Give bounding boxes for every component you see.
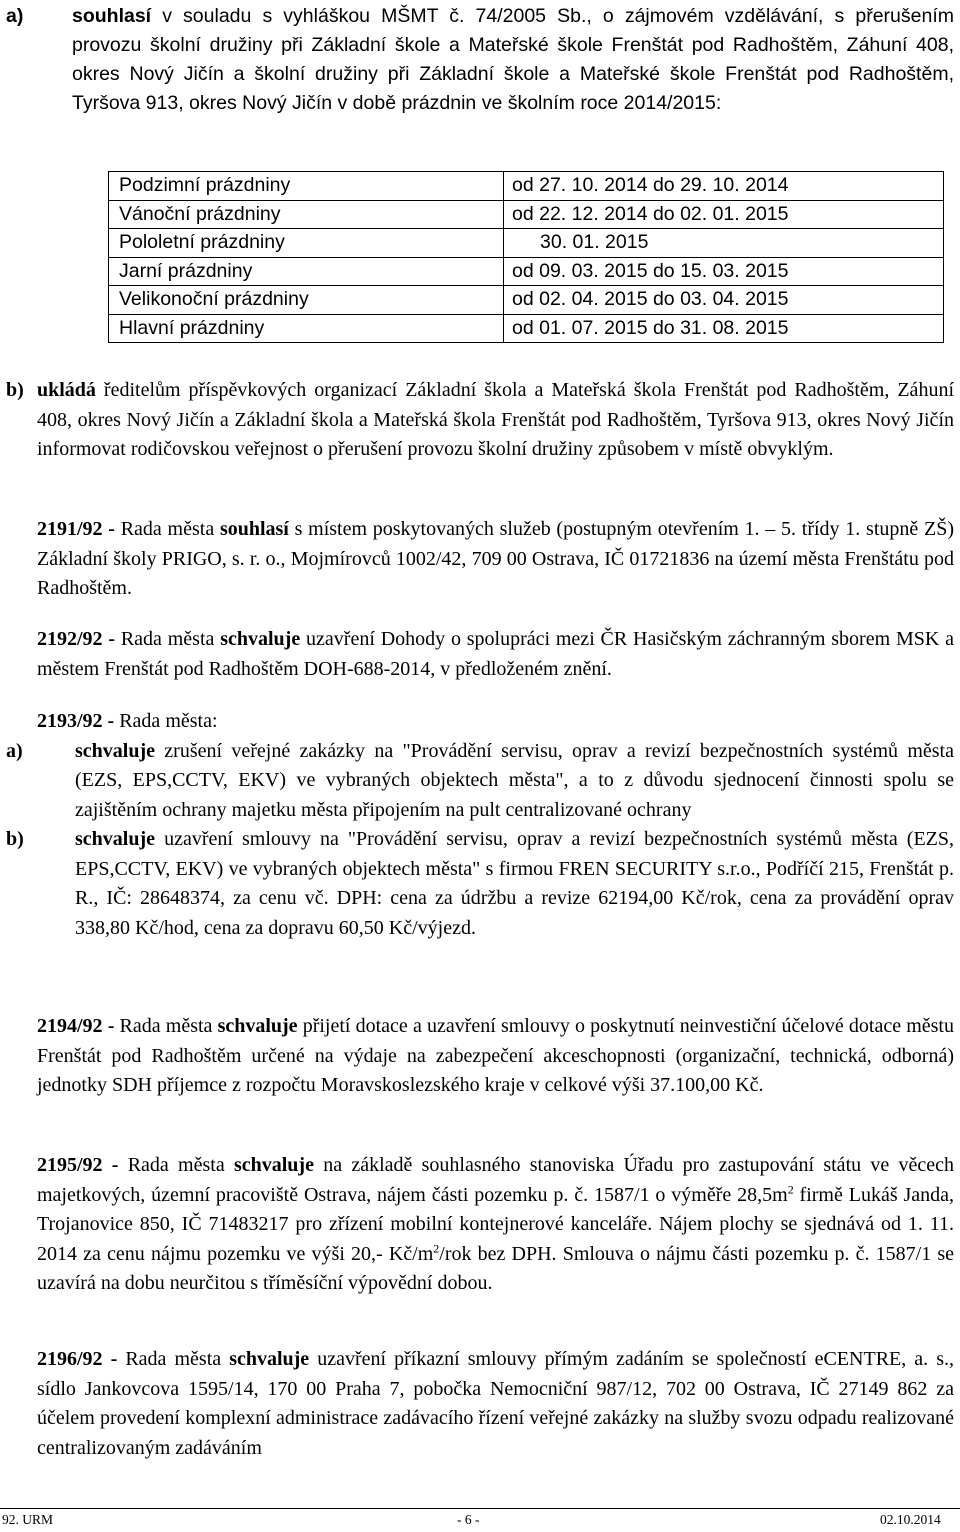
holiday-row	[109, 314, 944, 343]
resolution-2195-text-1: na základě souhlasného stanoviska Úřadu pro zastupování státu ve věcech majetkových, územní pracoviště Ostrava, nájem části pozemku p. č. 1587/1 o výměře 28,5m	[37, 1154, 954, 1206]
resolution-2196-text: uzavření příkazní smlouvy přímým zadáním se společností eCENTRE, a. s., sídlo Jankovcova 1595/14, 170 00 Praha 7, pobočka Nemocniční 987/12, 702 00 Ostrava, IČ 27149 862 za účelem provedení komplexní administrace zadávacího řízení veřejné zakázky na služby svozu odpadu realizované centralizovaným zadáváním	[37, 1348, 955, 1459]
holiday-dates: od 02. 04. 2015 do 03. 04. 2015	[504, 286, 944, 315]
footer-date: 02.10.2014	[880, 1512, 941, 1527]
resolution-2195-pre: Rada města	[118, 1154, 234, 1176]
resolution-2195	[0, 1151, 954, 1299]
resolution-2193-pre: Rada města:	[114, 710, 218, 732]
holiday-name: Jarní prázdniny	[109, 257, 504, 286]
holiday-row	[109, 200, 944, 229]
holiday-row	[109, 286, 944, 315]
block-b-verb: ukládá	[37, 379, 96, 401]
intro-label: a)	[6, 5, 24, 27]
resolution-2194-pre: Rada města	[114, 1015, 218, 1037]
footer-rule	[0, 1508, 960, 1509]
intro-paragraph	[0, 2, 960, 118]
resolution-2192-verb: schvaluje	[220, 628, 301, 650]
resolution-2191-text: s místem poskytovaných služeb (postupným otevřením 1. – 5. třídy 1. stupně ZŠ) Základní školy PRIGO, s. r. o., Mojmírovců 1002/42, 709 00 Ostrava, IČ 01721836 na území města Frenštátu pod Radhoštěm.	[37, 518, 954, 599]
block-b-text: ředitelům příspěvkových organizací Základní škola a Mateřská škola Frenštát pod Radhoštěm, Záhuní 408, okres Nový Jičín a Základní škola a Mateřská škola Frenštát pod Radhoštěm, Tyršova 913, okres Nový Jičín informovat rodičovskou veřejnost o přerušení provozu školní družiny způsobem v místě obvyklým.	[37, 379, 954, 460]
resolution-2193-a-text: zrušení veřejné zakázky na "Provádění servisu, oprav a revizí bezpečnostních systémů města (EZS, EPS,CCTV, EKV) ve vybraných objektech města", a to z důvodu sjednocení činnosti spolu se zajištěním ochrany majetku města připojením na pult centralizované ochrany	[75, 739, 954, 821]
block-b-body	[37, 376, 954, 465]
intro-verb: souhlasí	[72, 5, 152, 27]
resolution-2193-a-body	[75, 737, 954, 826]
resolution-2192-body	[37, 625, 954, 684]
resolution-2195-text-2: firmě Lukáš Janda, Trojanovice 850, IČ 71483217 pro zřízení mobilní kontejnerové kanceláře. Nájem plochy se sjednává od 1. 11. 2014 za cenu nájmu pozemku ve výši 20,- Kč/m	[37, 1183, 954, 1265]
resolution-2193-a-verb: schvaluje	[75, 739, 155, 762]
resolution-2195-body	[37, 1151, 954, 1299]
resolution-2193-head	[37, 707, 954, 737]
holiday-row	[109, 172, 944, 201]
resolution-2195-sup-1: 2	[787, 1181, 794, 1196]
holiday-row	[109, 229, 944, 258]
resolution-2193	[0, 707, 954, 943]
holiday-name: Podzimní prázdniny	[109, 172, 504, 201]
resolution-2191-number: 2191/92 -	[37, 518, 115, 540]
holiday-name: Pololetní prázdniny	[109, 229, 504, 258]
resolution-2196-number: 2196/92 -	[37, 1348, 118, 1370]
resolution-2194-number: 2194/92 -	[37, 1015, 115, 1037]
holiday-dates: 30. 01. 2015	[504, 229, 944, 258]
resolution-2192-text: uzavření Dohody o spolupráci mezi ČR Hasičským záchranným sborem MSK a městem Frenštát pod Radhoštěm DOH-688-2014, v předloženém znění.	[37, 628, 954, 680]
holiday-dates: od 01. 07. 2015 do 31. 08. 2015	[504, 314, 944, 343]
resolution-2192-pre: Rada města	[115, 628, 221, 650]
resolution-2196-pre: Rada města	[117, 1348, 230, 1370]
resolution-2196-body	[37, 1345, 954, 1463]
holiday-table	[108, 171, 944, 343]
resolution-2191-body	[37, 515, 954, 604]
resolution-2194-verb: schvaluje	[217, 1015, 298, 1037]
resolution-2196-verb: schvaluje	[229, 1348, 310, 1370]
resolution-2192	[0, 625, 954, 684]
resolution-2193-b-text: uzavření smlouvy na "Provádění servisu, oprav a revizí bezpečnostních systémů města (EZS, EPS,CCTV, EKV) ve vybraných objektech města" s firmou FREN SECURITY s.r.o., Podříčí 215, Frenštát p. R., IČ: 28648374, za cenu vč. DPH: cena za údržbu a revize 62194,00 Kč/rok, cena za provádění oprav 338,80 Kč/hod, cena za dopravu 60,50 Kč/výjezd.	[75, 828, 954, 939]
resolution-2195-sup-2: 2	[433, 1240, 440, 1255]
resolution-2191-pre: Rada města	[114, 518, 220, 540]
block-b-label: b)	[6, 379, 24, 401]
resolution-2196	[0, 1345, 954, 1463]
intro-text: v souladu s vyhláškou MŠMT č. 74/2005 Sb., o zájmovém vzdělávání, s přerušením provozu školní družiny při Základní škole a Mateřské škole Frenštát pod Radhoštěm, Záhuní 408, okres Nový Jičín a školní družiny při Základní škole a Mateřské škole Frenštát pod Radhoštěm, Tyršova 913, okres Nový Jičín v době prázdnin ve školním roce 2014/2015:	[72, 5, 954, 114]
intro-body	[72, 2, 954, 118]
resolution-2193-item-a	[0, 737, 954, 826]
holiday-dates: od 09. 03. 2015 do 15. 03. 2015	[504, 257, 944, 286]
resolution-2193-b-label: b)	[6, 828, 24, 850]
holiday-name: Velikonoční prázdniny	[109, 286, 504, 315]
footer-meeting: 92. URM	[2, 1512, 54, 1527]
holiday-row	[109, 257, 944, 286]
resolution-2195-verb: schvaluje	[233, 1154, 314, 1176]
resolution-2193-number: 2193/92 -	[37, 710, 115, 732]
holiday-table-body	[109, 172, 944, 343]
resolution-2195-number: 2195/92 -	[37, 1154, 119, 1176]
resolution-2194-body	[37, 1012, 954, 1101]
resolution-2193-item-b	[0, 825, 954, 943]
resolution-2195-text-3: /rok bez DPH. Smlouva o nájmu části pozemku p. č. 1587/1 se uzavírá na dobu neurčitou s tříměsíční výpovědní dobou.	[37, 1242, 955, 1294]
holiday-dates: od 22. 12. 2014 do 02. 01. 2015	[504, 200, 944, 229]
resolution-2193-b-verb: schvaluje	[75, 828, 155, 850]
resolution-2192-number: 2192/92 -	[37, 628, 116, 650]
resolution-2191	[0, 515, 954, 604]
holiday-dates: od 27. 10. 2014 do 29. 10. 2014	[504, 172, 944, 201]
holiday-name: Hlavní prázdniny	[109, 314, 504, 343]
block-b-paragraph	[0, 376, 960, 465]
holiday-name: Vánoční prázdniny	[109, 200, 504, 229]
footer-page-number: - 6 -	[457, 1512, 480, 1527]
resolution-2193-b-body	[75, 825, 954, 943]
resolution-2194-text: přijetí dotace a uzavření smlouvy o poskytnutí neinvestiční účelové dotace městu Frenštát pod Radhoštěm určené na výdaje na zabezpečení akceschopnosti (organizační, technická, odborná) jednotky SDH příjemce z rozpočtu Moravskoslezského kraje v celkové výši 37.100,00 Kč.	[37, 1015, 954, 1096]
resolution-2194	[0, 1012, 954, 1101]
resolution-2191-verb: souhlasí	[219, 518, 289, 540]
resolution-2193-a-label: a)	[6, 739, 23, 762]
